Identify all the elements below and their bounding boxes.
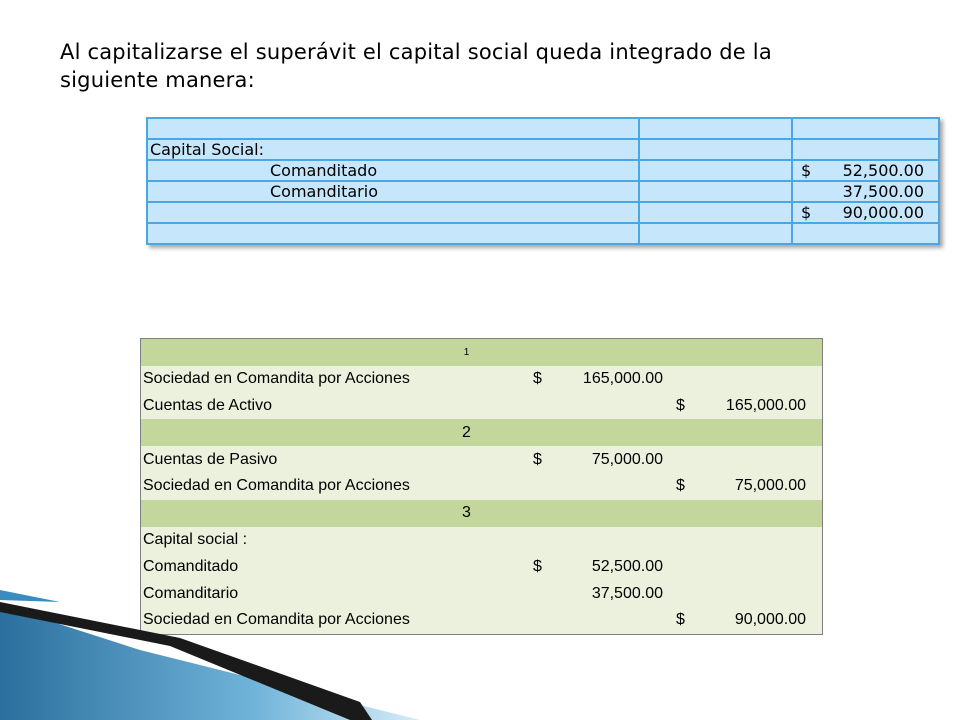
cell-blank <box>639 118 792 139</box>
cell-label: Comanditado <box>147 160 639 181</box>
cell-blank <box>639 202 792 223</box>
journal-line <box>141 473 822 500</box>
capital-social-table <box>146 117 940 245</box>
journal-line <box>141 393 822 420</box>
account-name: Cuentas de Pasivo <box>143 450 278 468</box>
currency-symbol: $ <box>676 396 685 414</box>
currency-symbol: $ <box>801 161 812 180</box>
journal-line <box>141 366 822 393</box>
account-name: Cuentas de Activo <box>143 396 272 414</box>
currency-symbol: $ <box>801 203 812 222</box>
cell-label: Capital Social: <box>147 139 639 160</box>
account-name: Sociedad en Comandita por Acciones <box>143 370 410 388</box>
account-name: Capital social : <box>143 530 248 548</box>
cell-amount <box>792 139 939 160</box>
debit-amount: 37,500.00 <box>591 584 663 602</box>
debit-cell <box>533 558 671 576</box>
debit-cell <box>533 370 671 388</box>
amount-value: 37,500.00 <box>842 182 924 201</box>
journal-line <box>141 527 822 554</box>
credit-cell <box>676 611 814 629</box>
entry-number-row <box>141 500 822 527</box>
currency-symbol: $ <box>533 557 542 575</box>
credit-cell <box>676 397 814 415</box>
cell-amount <box>792 223 939 244</box>
journal-line <box>141 446 822 473</box>
debit-amount: 52,500.00 <box>591 557 663 575</box>
entry-number-row <box>141 419 822 446</box>
intro-text: Al capitalizarse el superávit el capital social queda integrado de la siguiente manera: <box>60 40 772 92</box>
credit-amount: 165,000.00 <box>725 396 806 414</box>
currency-symbol: $ <box>533 370 542 388</box>
cell-amount <box>792 160 939 181</box>
table-row <box>147 118 939 139</box>
table-row <box>147 139 939 160</box>
credit-amount: 90,000.00 <box>734 611 806 629</box>
credit-amount: 75,000.00 <box>734 477 806 495</box>
account-name: Comanditado <box>143 557 239 575</box>
account-name: Sociedad en Comandita por Acciones <box>143 611 410 629</box>
cell-amount <box>792 202 939 223</box>
cell-amount <box>792 118 939 139</box>
debit-cell <box>533 585 671 603</box>
entry-number: 3 <box>462 504 471 522</box>
currency-symbol: $ <box>676 477 685 495</box>
table-row <box>147 181 939 202</box>
swoosh-tip <box>0 590 60 602</box>
account-name: Sociedad en Comandita por Acciones <box>143 477 410 495</box>
amount-value: 90,000.00 <box>842 203 924 222</box>
cell-amount <box>792 181 939 202</box>
credit-cell <box>676 477 814 495</box>
cell-blank <box>639 181 792 202</box>
account-name: Comanditario <box>143 584 239 602</box>
entry-number-row <box>141 339 822 366</box>
table-row <box>147 223 939 244</box>
cell-label <box>147 118 639 139</box>
cell-blank <box>639 223 792 244</box>
journal-line <box>141 553 822 580</box>
currency-symbol: $ <box>533 450 542 468</box>
cell-label <box>147 202 639 223</box>
decorative-swoosh <box>0 590 420 720</box>
cell-blank <box>639 160 792 181</box>
cell-label <box>147 223 639 244</box>
debit-amount: 75,000.00 <box>591 450 663 468</box>
entry-number: 1 <box>463 346 470 358</box>
cell-blank <box>639 139 792 160</box>
cell-label: Comanditario <box>147 181 639 202</box>
entry-number: 2 <box>462 423 471 441</box>
currency-symbol: $ <box>676 611 685 629</box>
debit-amount: 165,000.00 <box>582 370 663 388</box>
debit-cell <box>533 451 671 469</box>
table-row <box>147 160 939 181</box>
amount-value: 52,500.00 <box>842 161 924 180</box>
table-row <box>147 202 939 223</box>
